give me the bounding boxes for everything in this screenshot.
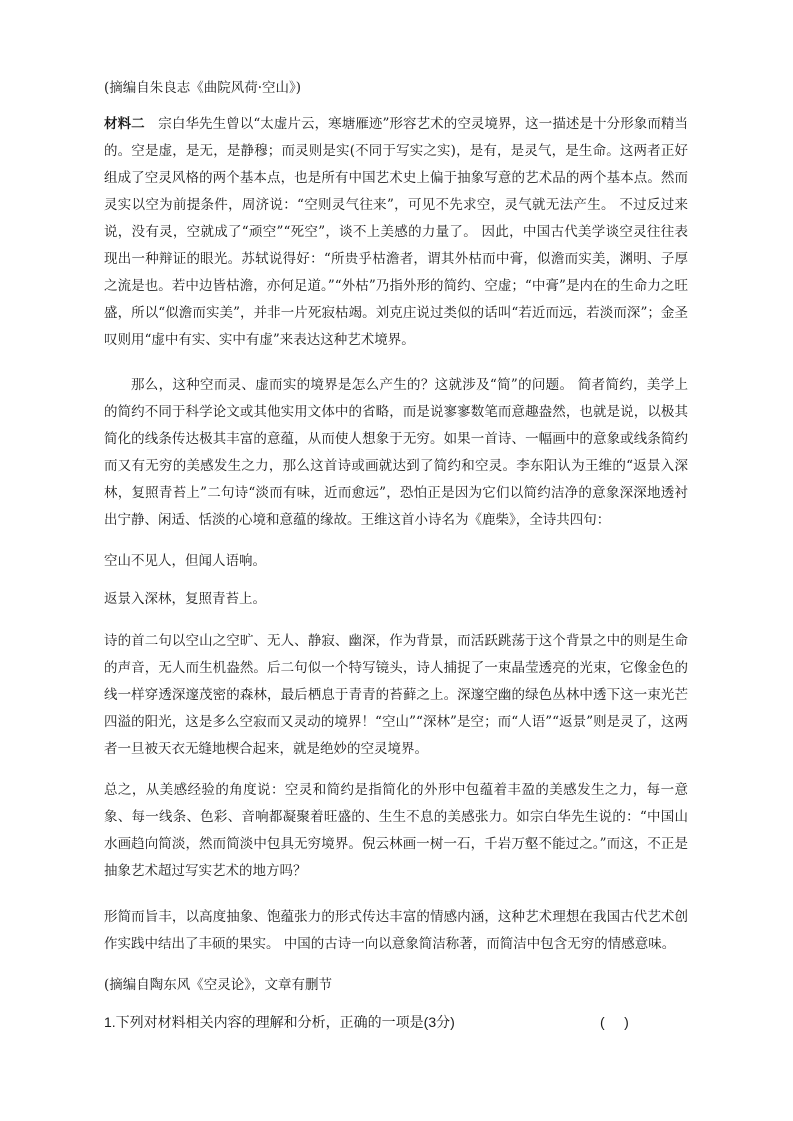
paragraph-poem-analysis: 诗的首二句以空山之空旷、无人、静寂、幽深，作为背景，而活跃跳荡于这个背景之中的则是生命的声音，无人而生机盎然。后二句似一个特写镜头，诗人捕捉了一束晶莹透亮的光束，它像金色的线一样穿透深邃茂密的森林，最后栖息于青青的苔藓之上。深邃空幽的绿色丛林中透下这一束光芒四溢的阳光，这是多么空寂而又灵动的境界！“空山”“深林”是空；而“人语”“返景”则是灵了，这两者一旦被天衣无缝地楔合起来，就是绝妙的空灵境界。 — [104, 633, 688, 757]
answer-blank: ( ) — [600, 1014, 629, 1030]
source-citation-2: (摘编自陶东风《空灵论》，文章有删节 — [104, 977, 333, 993]
poem-line-2: 返景入深林，复照青苔上。 — [104, 591, 266, 607]
poem-line-1: 空山不见人，但闻人语响。 — [104, 553, 266, 569]
paragraph-simplicity: 那么，这种空而灵、虚而实的境界是怎么产生的？这就涉及“简”的问题。 简者简约，美学上的简约不同于科学论文或其他实用文体中的省略，而是说寥寥数笔而意趣盎然，也就是说，以极其简化的线条传达极其丰富的意蕴，从而使人想象于无穷。如果一首诗、一幅画中的意象或线条简约而又有无穷的美感发生之力，那么这首诗或画就达到了简约和空灵。李东阳认为王维的“返景入深林，复照青苔上”二句诗“淡而有味，近而愈远”，恐怕正是因为它们以简约洁净的意象深深地透衬出宁静、闲适、恬淡的心境和意蕴的缘故。王维这首小诗名为《鹿柴》，全诗共四句： — [104, 377, 688, 528]
material-two-text: 宗白华先生曾以“太虚片云，寒塘雁迹”形容艺术的空灵境界，这一描述是十分形象而精当的。空是虚，是无，是静穆；而灵则是实(不同于写实之实)，是有，是灵气，是生命。这两者正好组成了空灵风格的两个基本点，也是所有中国艺术史上偏于抽象写意的艺术品的两个基本点。然而灵实以空为前提条件，周济说：“空则灵气往来”，可见不先求空，灵气就无法产生。 不过反过来说，没有灵，空就成了“顽空”“死空”，谈不上美感的力量了。 因此，中国古代美学谈空灵往往表现出一种辩证的眼光。苏轼说得好：“所贵乎枯澹者，谓其外枯而中膏，似澹而实美，渊明、子厚之流是也。若中边皆枯澹，亦何足道。”“外枯”乃指外形的简约、空虚；“中膏”是内在的生命力之旺盛，所以“似澹而实美”，并非一片死寂枯竭。刘克庄说过类似的话叫“若近而远，若淡而深”；金圣叹则用“虚中有实、实中有虚”来表达这种艺术境界。 — [104, 116, 689, 348]
source-citation-1: (摘编自朱良志《曲院风荷·空山》) — [104, 80, 302, 96]
paragraph-final: 形简而旨丰，以高度抽象、饱蕴张力的形式传达丰富的情感内涵，这种艺术理想在我国古代艺术创作实践中结出了丰硕的果实。 中国的古诗一向以意象简洁称著，而简洁中包含无穷的情感意味。 — [104, 909, 688, 952]
material-two-label: 材料二 — [104, 116, 145, 132]
question-1-text: 1.下列对材料相关内容的理解和分析，正确的一项是(3分) — [104, 1014, 455, 1030]
paragraph-summary: 总之，从美感经验的角度说：空灵和简约是指简化的外形中包蕴着丰盈的美感发生之力，每一意象、每一线条、色彩、音响都凝聚着旺盛的、生生不息的美感张力。如宗白华先生说的：“中国山水画趋向简淡，然而简淡中包具无穷境界。倪云林画一树一石，千岩万壑不能过之。”而这，不正是抽象艺术超过写实艺术的地方吗？ — [104, 782, 688, 879]
question-1 — [104, 1012, 704, 1032]
material-two-paragraph — [104, 111, 688, 354]
